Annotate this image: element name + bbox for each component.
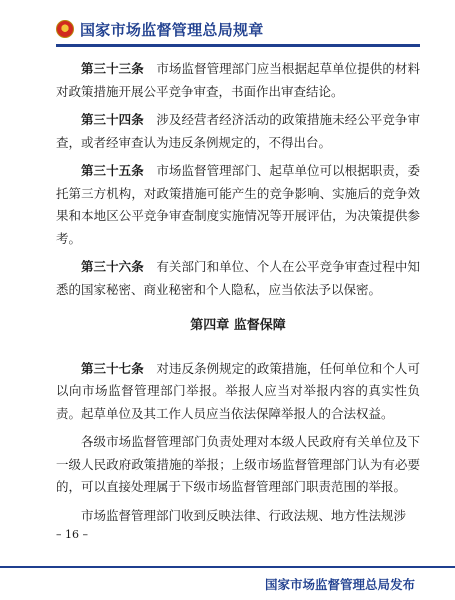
header-title: 国家市场监督管理总局规章 xyxy=(80,20,264,39)
article-text: 对违反条例规定的政策措施，任何单位和个人可以向市场监督管理部门举报。举报人应当对举报内容的真实性负责。起草单位及其工作人员应当依法保障举报人的合法权益。 xyxy=(56,360,420,421)
header-divider xyxy=(56,44,420,47)
footer-publisher: 国家市场监督管理总局发布 xyxy=(264,577,415,592)
national-emblem-icon xyxy=(56,20,74,38)
article-text: 各级市场监督管理部门负责处理对本级人民政府有关单位及下一级人民政府政策措施的举报；上级市场监督管理部门认为有必要的，可以直接处理属于下级市场监督管理部门职责范围的举报。 xyxy=(56,434,420,494)
footer-divider xyxy=(0,566,455,568)
article-33 xyxy=(56,58,420,103)
article-number: 第三十四条 xyxy=(81,112,144,127)
article-37-para-3 xyxy=(56,505,420,528)
article-number: 第三十五条 xyxy=(81,163,144,178)
article-36 xyxy=(56,256,420,301)
article-number: 第三十七条 xyxy=(81,360,144,376)
chapter-heading: 第四章 监督保障 xyxy=(190,318,286,333)
article-text: 涉及经营者经济活动的政策措施未经公平竞争审查，或者经审查认为违反条例规定的，不得出台。 xyxy=(56,112,420,150)
article-number: 第三十三条 xyxy=(81,61,144,76)
article-34 xyxy=(56,109,420,154)
article-text: 市场监督管理部门、起草单位可以根据职责，委托第三方机构，对政策措施可能产生的竞争影响、实施后的竞争效果和本地区公平竞争审查制度实施情况等开展评估，为决策提供参考。 xyxy=(56,163,420,246)
page-header xyxy=(56,14,416,44)
article-text: 市场监督管理部门应当根据起草单位提供的材料对政策措施开展公平竞争审查，书面作出审查结论。 xyxy=(56,61,420,99)
page-number: – 16 – xyxy=(56,528,88,541)
article-37-para-2 xyxy=(56,431,420,499)
document-body xyxy=(56,58,420,533)
article-35 xyxy=(56,160,420,250)
article-text: 有关部门和单位、个人在公平竞争审查过程中知悉的国家秘密、商业秘密和个人隐私，应当依法予以保密。 xyxy=(56,259,420,297)
article-37 xyxy=(56,358,420,426)
article-text: 市场监督管理部门收到反映法律、行政法规、地方性法规涉 xyxy=(81,507,407,523)
article-number: 第三十六条 xyxy=(81,259,144,274)
